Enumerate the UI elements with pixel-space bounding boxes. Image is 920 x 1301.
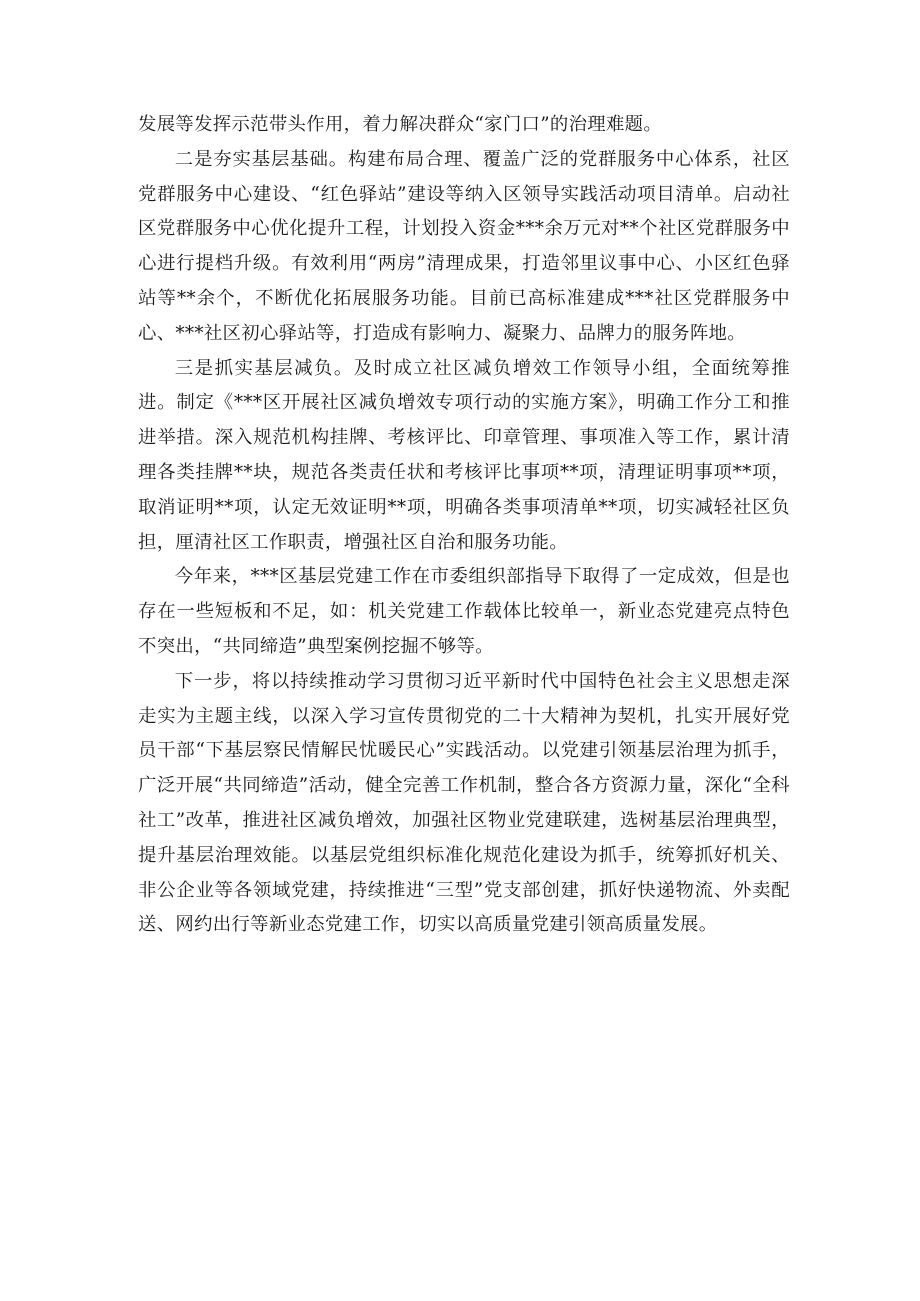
paragraph-strengthen-foundation: 二是夯实基层基础。构建布局合理、覆盖广泛的党群服务中心体系，社区党群服务中心建设、“红色驿站”建设等纳入区领导实践活动项目清单。启动社区党群服务中心优化提升工程，计划投入资金***余万元对**个社区党群服务中心进行提档升级。有效利用“两房”清理成果，打造邻里议事中心、小区红色驿站等**余个，不断优化拓展服务功能。目前已高标准建成***社区党群服务中心、***社区初心驿站等，打造成有影响力、凝聚力、品牌力的服务阵地。 [138,148,790,344]
paragraph-shortcomings: 今年来，***区基层党建工作在市委组织部指导下取得了一定成效，但是也存在一些短板和不足，如：机关党建工作载体比较单一，新业态党建亮点特色不突出，“共同缔造”典型案例挖掘不够等。 [138,566,790,657]
paragraph-continuation: 发展等发挥示范带头作用，着力解决群众“家门口”的治理难题。 [138,114,663,135]
paragraph-reduce-burden: 三是抓实基层减负。及时成立社区减负增效工作领导小组，全面统筹推进。制定《***区开展社区减负增效专项行动的实施方案》，明确工作分工和推进举措。深入规范机构挂牌、考核评比、印章管理、事项准入等工作，累计清理各类挂牌**块，规范各类责任状和考核评比事项**项，清理证明事项**项，取消证明**项，认定无效证明**项，明确各类事项清单**项，切实减轻社区负担，厘清社区工作职责，增强社区自治和服务功能。 [138,357,790,553]
paragraph-next-steps: 下一步，将以持续推动学习贯彻习近平新时代中国特色社会主义思想走深走实为主题主线，以深入学习宣传贯彻党的二十大精神为契机，扎实开展好党员干部“下基层察民情解民忧暖民心”实践活动。以党建引领基层治理为抓手，广泛开展“共同缔造”活动，健全完善工作机制，整合各方资源力量，深化“全科社工”改革，推进社区减负增效，加强社区物业党建联建，选树基层治理典型，提升基层治理效能。以基层党组织标准化规范化建设为抓手，统筹抓好机关、非公企业等各领域党建，持续推进“三型”党支部创建，抓好快递物流、外卖配送、网约出行等新业态党建工作，切实以高质量党建引领高质量发展。 [138,670,790,936]
document-body [138,108,790,943]
